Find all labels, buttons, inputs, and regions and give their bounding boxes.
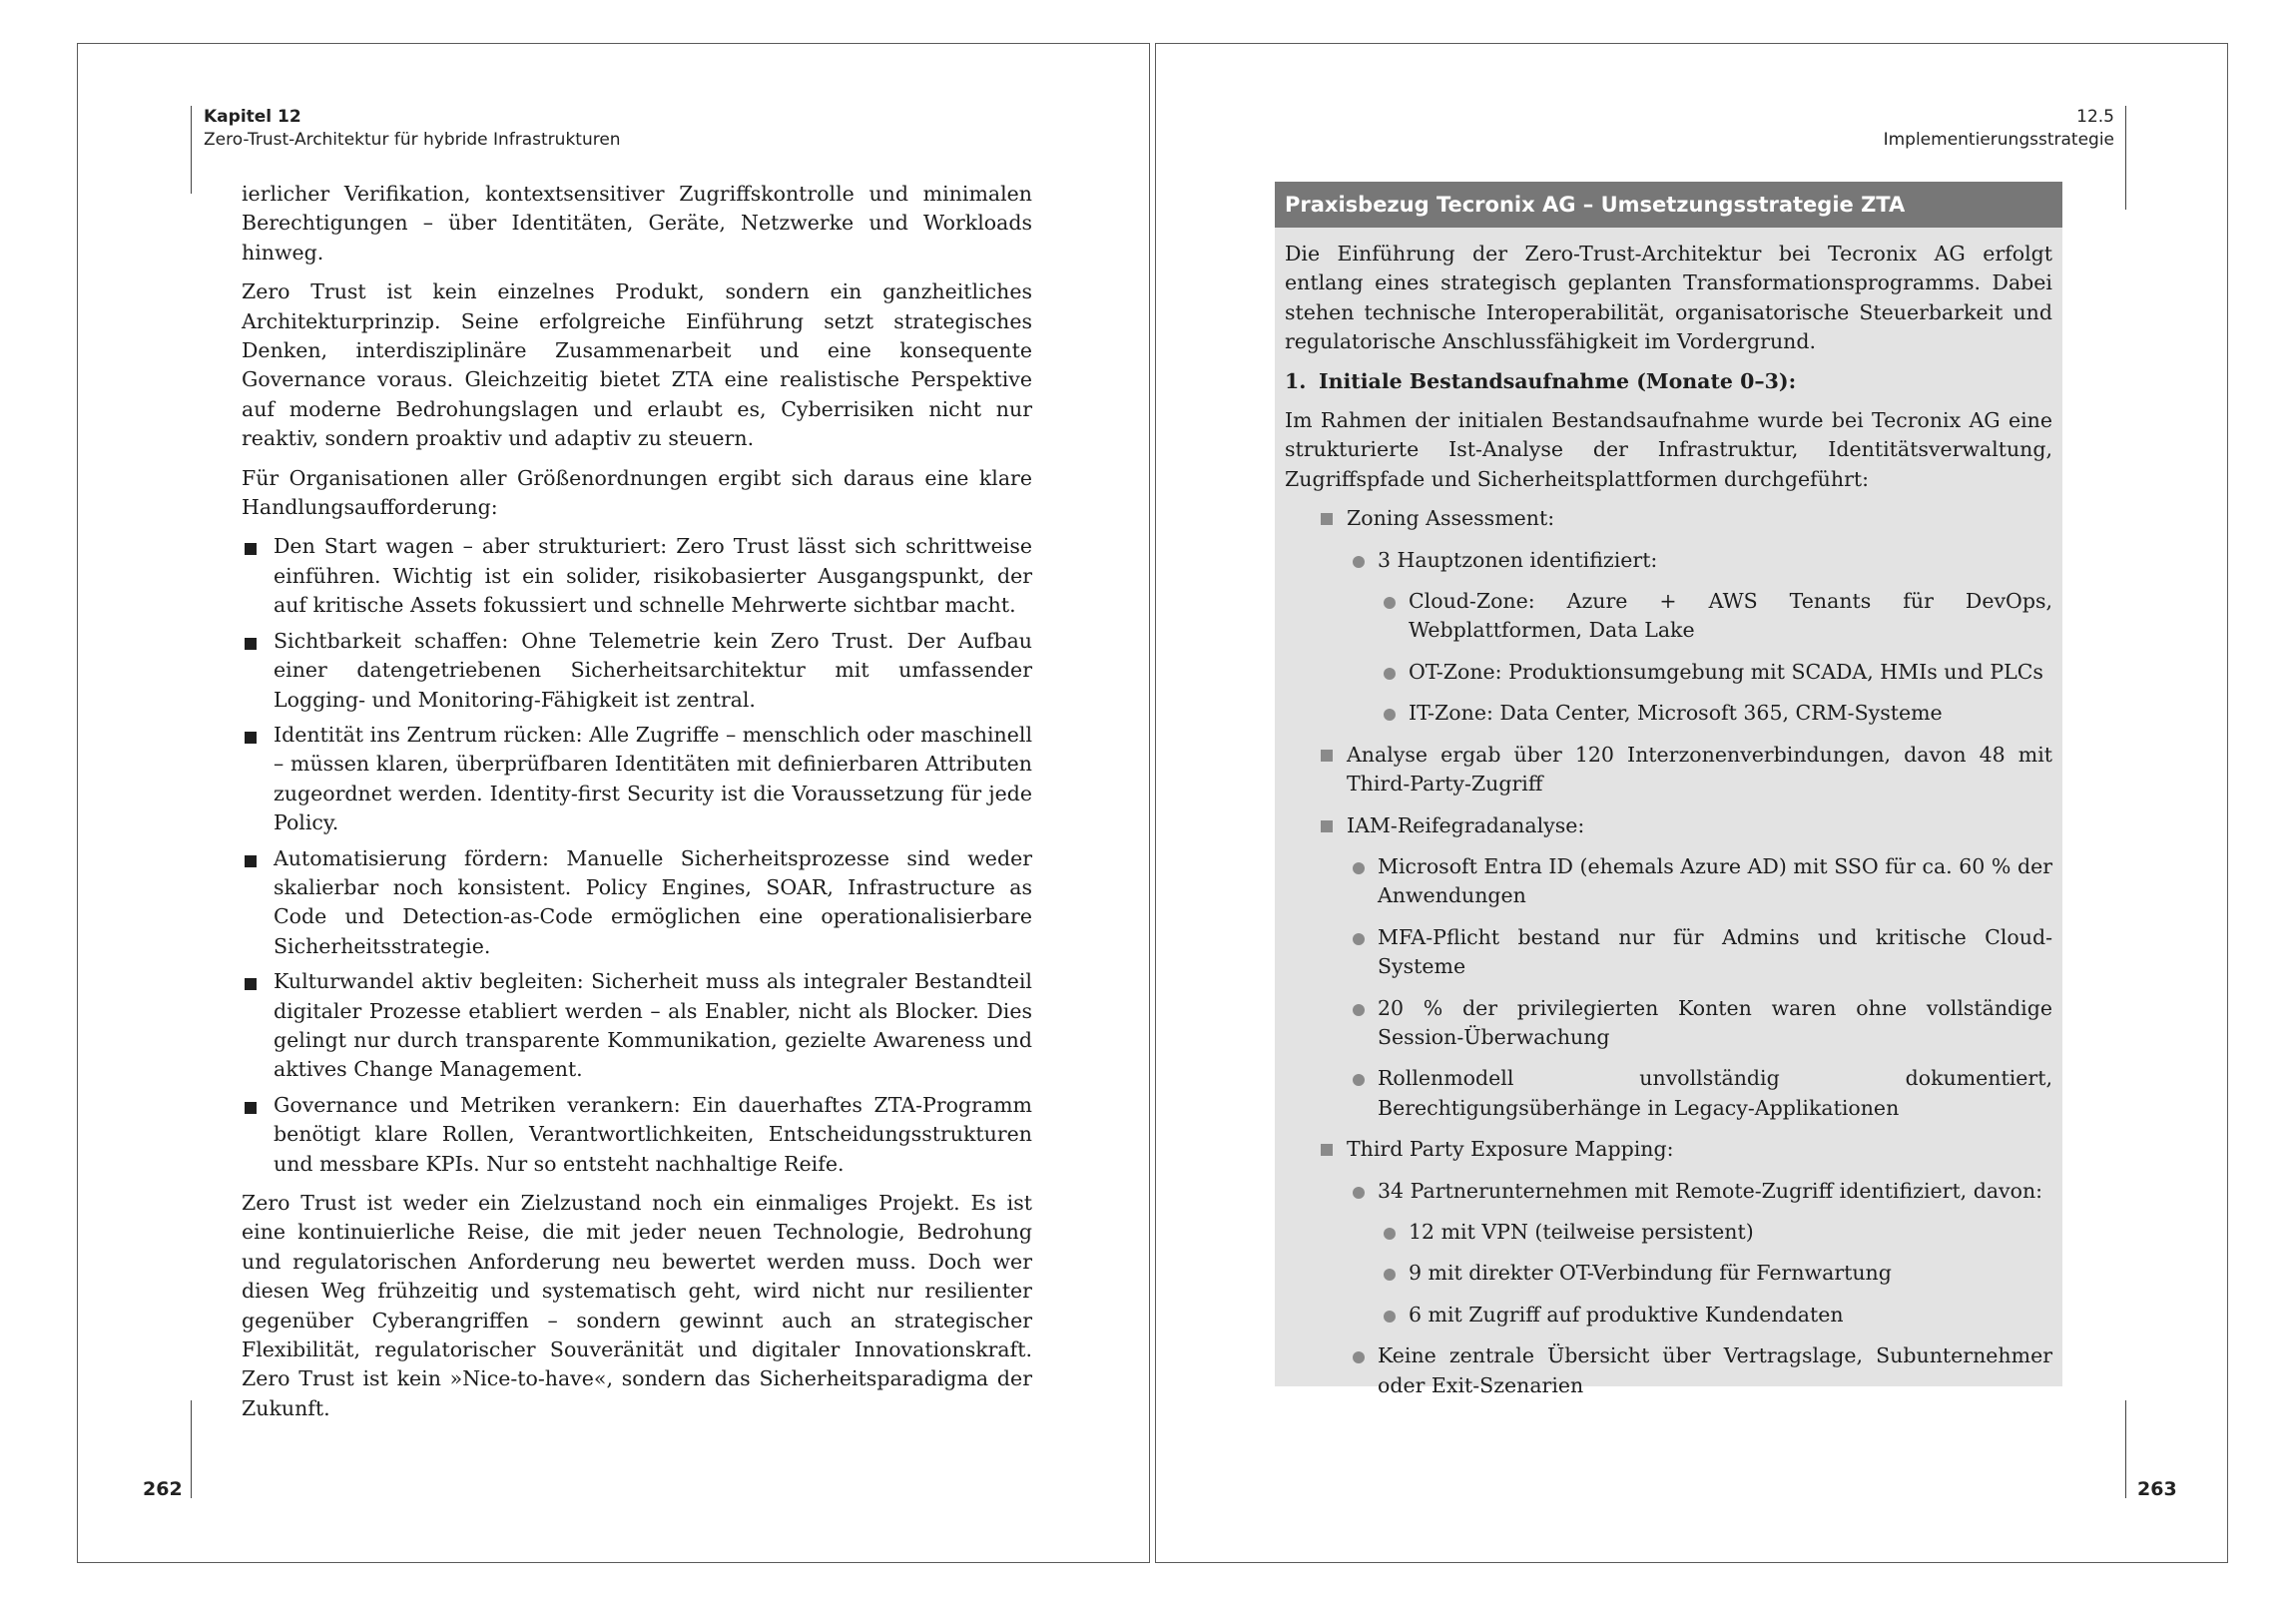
list-item: Den Start wagen – aber strukturiert: Zero Trust lässt sich schrittweise einführen. Wichtig ist ein solider, risikobasierter Ausgangspunkt, der auf kritische Assets fokussiert und schnelle Mehrwerte sichtbar macht. [242, 532, 1032, 620]
list-item: Sichtbarkeit schaffen: Ohne Telemetrie kein Zero Trust. Der Aufbau einer datengetriebenen Sicherheitsarchitektur mit umfassender Logging- und Monitoring-Fähigkeit ist zentral. [242, 627, 1032, 715]
step-heading [1285, 367, 2052, 396]
list-item: OT-Zone: Produktionsumgebung mit SCADA, HMIs und PLCs [1381, 658, 2052, 687]
list-item: 3 Hauptzonen identifiziert: [1350, 546, 2052, 575]
list-item: Third Party Exposure Mapping: [1319, 1135, 2052, 1164]
footer-rule-right [2125, 1400, 2126, 1498]
case-study-title: Praxisbezug Tecronix AG – Umsetzungsstrategie ZTA [1275, 182, 2062, 228]
running-header-left [204, 106, 621, 152]
section-number: 12.5 [2076, 107, 2114, 127]
list-item: Rollenmodell unvollständig dokumentiert, Berechtigungsüberhänge in Legacy-Applikationen [1350, 1064, 2052, 1123]
chapter-label: Kapitel 12 [204, 107, 301, 127]
paragraph: Für Organisationen aller Größenordnungen ergibt sich daraus eine klare Handlungsaufforderung: [242, 465, 1032, 520]
list-item: 6 mit Zugriff auf produktive Kundendaten [1381, 1301, 2052, 1330]
list-item: IT-Zone: Data Center, Microsoft 365, CRM-Systeme [1381, 699, 2052, 728]
page-number-left: 262 [143, 1478, 183, 1500]
section-title: Implementierungsstrategie [1883, 130, 2114, 150]
page-number-right: 263 [2137, 1478, 2177, 1500]
list-item: Keine zentrale Übersicht über Vertragslage, Subunternehmer oder Exit-Szenarien [1350, 1341, 2052, 1400]
list-item: Identität ins Zentrum rücken: Alle Zugriffe – menschlich oder maschinell – müssen klaren, überprüfbaren Identitäten mit definierbaren Attributen zugeordnet werden. Identity-first Security ist die Voraussetzung für jede Policy. [242, 721, 1032, 838]
list-item: MFA-Pflicht bestand nur für Admins und kritische Cloud-Systeme [1350, 923, 2052, 982]
paragraph: Zero Trust ist kein einzelnes Produkt, sondern ein ganzheitliches Architekturprinzip. Seine erfolgreiche Einführung setzt strategisches Denken, interdisziplinäre Zusammenarbeit und eine konsequente Governance voraus. Gleichzeitig bietet ZTA eine realistische Perspektive auf moderne Bedrohungslagen und erlaubt es, Cyberrisiken nicht nur reaktiv, sondern proaktiv und adaptiv zu steuern. [242, 279, 1032, 451]
list-item: IAM-Reifegradanalyse: [1319, 811, 2052, 840]
list-item: Analyse ergab über 120 Interzonenverbindungen, davon 48 mit Third-Party-Zugriff [1319, 741, 2052, 799]
paragraph: Die Einführung der Zero-Trust-Architektur bei Tecronix AG erfolgt entlang eines strategisch geplanten Transformationsprogramms. Dabei stehen technische Interoperabilität, organisatorische Steuerbarkeit und regulatorische Anschlussfähigkeit im Vordergrund. [1285, 242, 2052, 354]
running-header-right [1884, 106, 2114, 152]
list-item: Governance und Metriken verankern: Ein dauerhaftes ZTA-Programm benötigt klare Rollen, Verantwortlichkeiten, Entscheidungsstrukturen und messbare KPIs. Nur so entsteht nachhaltige Reife. [242, 1091, 1032, 1179]
chapter-title: Zero-Trust-Architektur für hybride Infrastrukturen [204, 130, 621, 150]
paragraph-continued: ierlicher Verifikation, kontextsensitiver Zugriffskontrolle und minimalen Berechtigungen – über Identitäten, Geräte, Netzwerke und Workloads hinweg. [242, 182, 1032, 265]
list-item: 9 mit direkter OT-Verbindung für Fernwartung [1381, 1259, 2052, 1288]
list-item: Kulturwandel aktiv begleiten: Sicherheit muss als integraler Bestandteil digitaler Prozesse etabliert werden – als Enabler, nicht als Blocker. Dies gelingt nur durch transparente Kommunikation, gezielte Awareness und aktives Change Management. [242, 967, 1032, 1085]
header-rule-left [191, 106, 192, 194]
list-item: Microsoft Entra ID (ehemals Azure AD) mit SSO für ca. 60 % der Anwendungen [1350, 852, 2052, 911]
step-title: Initiale Bestandsaufnahme (Monate 0–3): [1319, 368, 1797, 393]
list-item: 34 Partnerunternehmen mit Remote-Zugriff identifiziert, davon: [1350, 1177, 2052, 1206]
paragraph: Zero Trust ist weder ein Zielzustand noch ein einmaliges Projekt. Es ist eine kontinuierliche Reise, die mit jeder neuen Technologie, Bedrohung und regulatorischen Anforderung neu bewertet werden muss. Doch wer diesen Weg frühzeitig und systematisch geht, wird nicht nur resilienter gegenüber Cyberangriffen – sondern gewinnt auch an strategischer Flexibilität, regulatorischer Souveränität und digitaler Innovationskraft. Zero Trust ist kein »Nice-to-have«, sondern das Sicherheitsparadigma der Zukunft. [242, 1191, 1032, 1420]
list-item: Cloud-Zone: Azure + AWS Tenants für DevOps, Webplattformen, Data Lake [1381, 587, 2052, 646]
list-item: 20 % der privilegierten Konten waren ohne vollständige Session-Überwachung [1350, 994, 2052, 1053]
case-study-box [1275, 182, 2062, 1397]
step-number: 1. [1285, 368, 1307, 393]
list-item: 12 mit VPN (teilweise persistent) [1381, 1218, 2052, 1247]
recommendation-list [242, 532, 1032, 1179]
header-rule-right [2125, 106, 2126, 210]
left-body-text [242, 180, 1032, 1433]
paragraph: Im Rahmen der initialen Bestandsaufnahme wurde bei Tecronix AG eine strukturierte Ist-Analyse der Infrastruktur, Identitätsverwaltung, Zugriffspfade und Sicherheitsplattformen durchgeführt: [1285, 408, 2052, 491]
list-item: Zoning Assessment: [1319, 504, 2052, 533]
list-item: Automatisierung fördern: Manuelle Sicherheitsprozesse sind weder skalierbar noch konsistent. Policy Engines, SOAR, Infrastructure as Code und Detection-as-Code ermöglichen eine operationalisierbare Sicherheitsstrategie. [242, 844, 1032, 962]
footer-rule-left [191, 1400, 192, 1498]
case-study-body [1275, 228, 2062, 1400]
